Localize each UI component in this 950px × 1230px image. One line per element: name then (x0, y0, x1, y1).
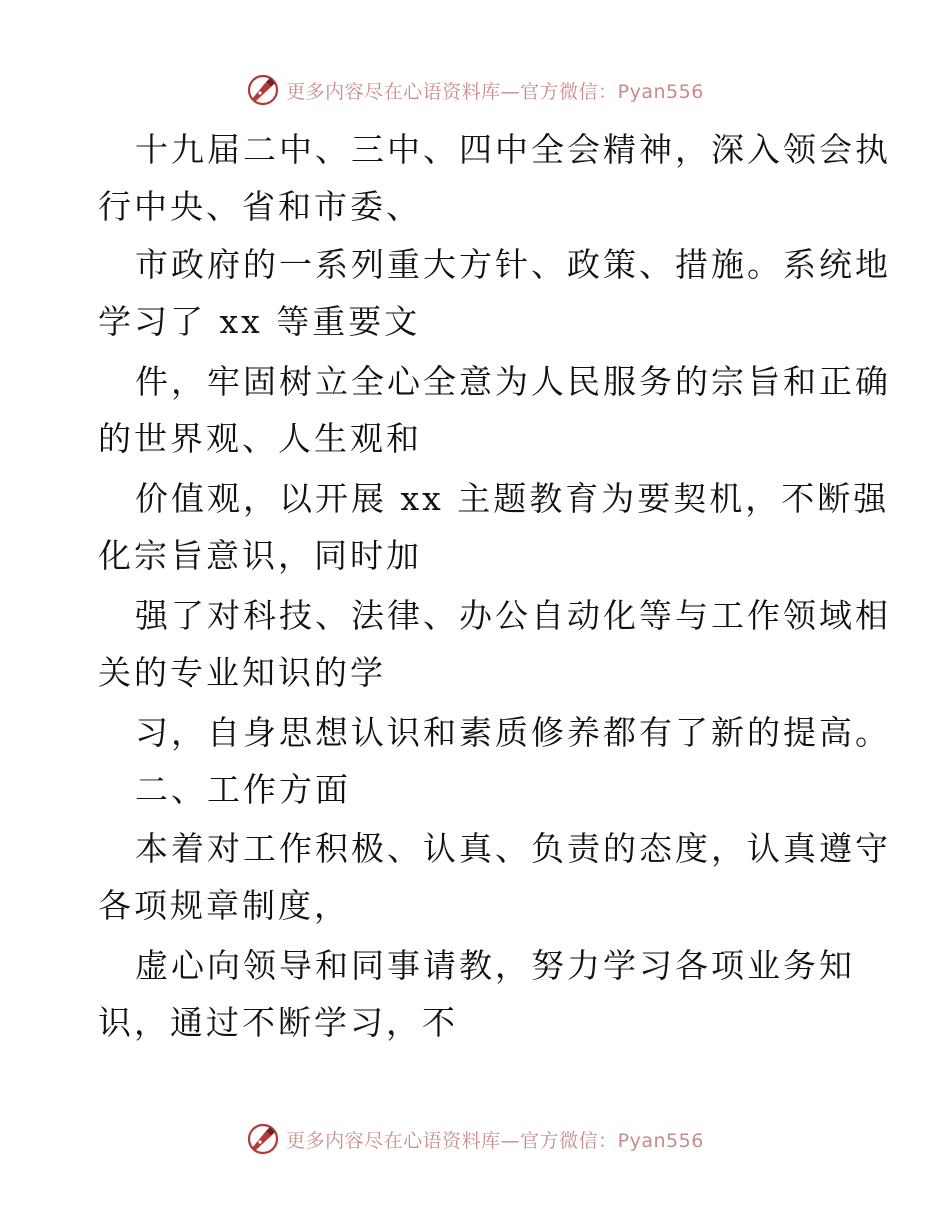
text-line: 各项规章制度， (98, 886, 350, 925)
text-line: 件，牢固树立全心全意为人民服务的宗旨和正确 (135, 362, 891, 401)
text-line: 学习了 xx 等重要文 (98, 302, 421, 341)
text-line: 强了对科技、法律、办公自动化等与工作领域相 (135, 596, 891, 635)
watermark-text: 更多内容尽在心语资料库—官方微信：Pyan556 (286, 80, 704, 103)
text-line: 市政府的一系列重大方针、政策、措施。系统地 (135, 245, 891, 284)
text-line: 习，自身思想认识和素质修养都有了新的提高。 (135, 713, 891, 752)
pen-nib-logo-icon (246, 1122, 280, 1156)
text-line: 识，通过不断学习，不 (98, 1003, 458, 1042)
text-line: 关的专业知识的学 (98, 653, 386, 692)
text-line: 十九届二中、三中、四中全会精神，深入领会执 (135, 130, 891, 169)
section-heading: 二、工作方面 (135, 770, 351, 809)
text-line: 行中央、省和市委、 (98, 187, 422, 226)
text-line: 价值观，以开展 xx 主题教育为要契机，不断强 (135, 479, 890, 518)
text-line: 虚心向领导和同事请教，努力学习各项业务知 (135, 946, 855, 985)
footer-watermark (0, 1119, 950, 1159)
watermark-text: 更多内容尽在心语资料库—官方微信：Pyan556 (286, 1129, 704, 1152)
text-line: 本着对工作积极、认真、负责的态度，认真遵守 (135, 829, 891, 868)
text-line: 的世界观、人生观和 (98, 419, 422, 458)
text-line: 化宗旨意识，同时加 (98, 536, 422, 575)
